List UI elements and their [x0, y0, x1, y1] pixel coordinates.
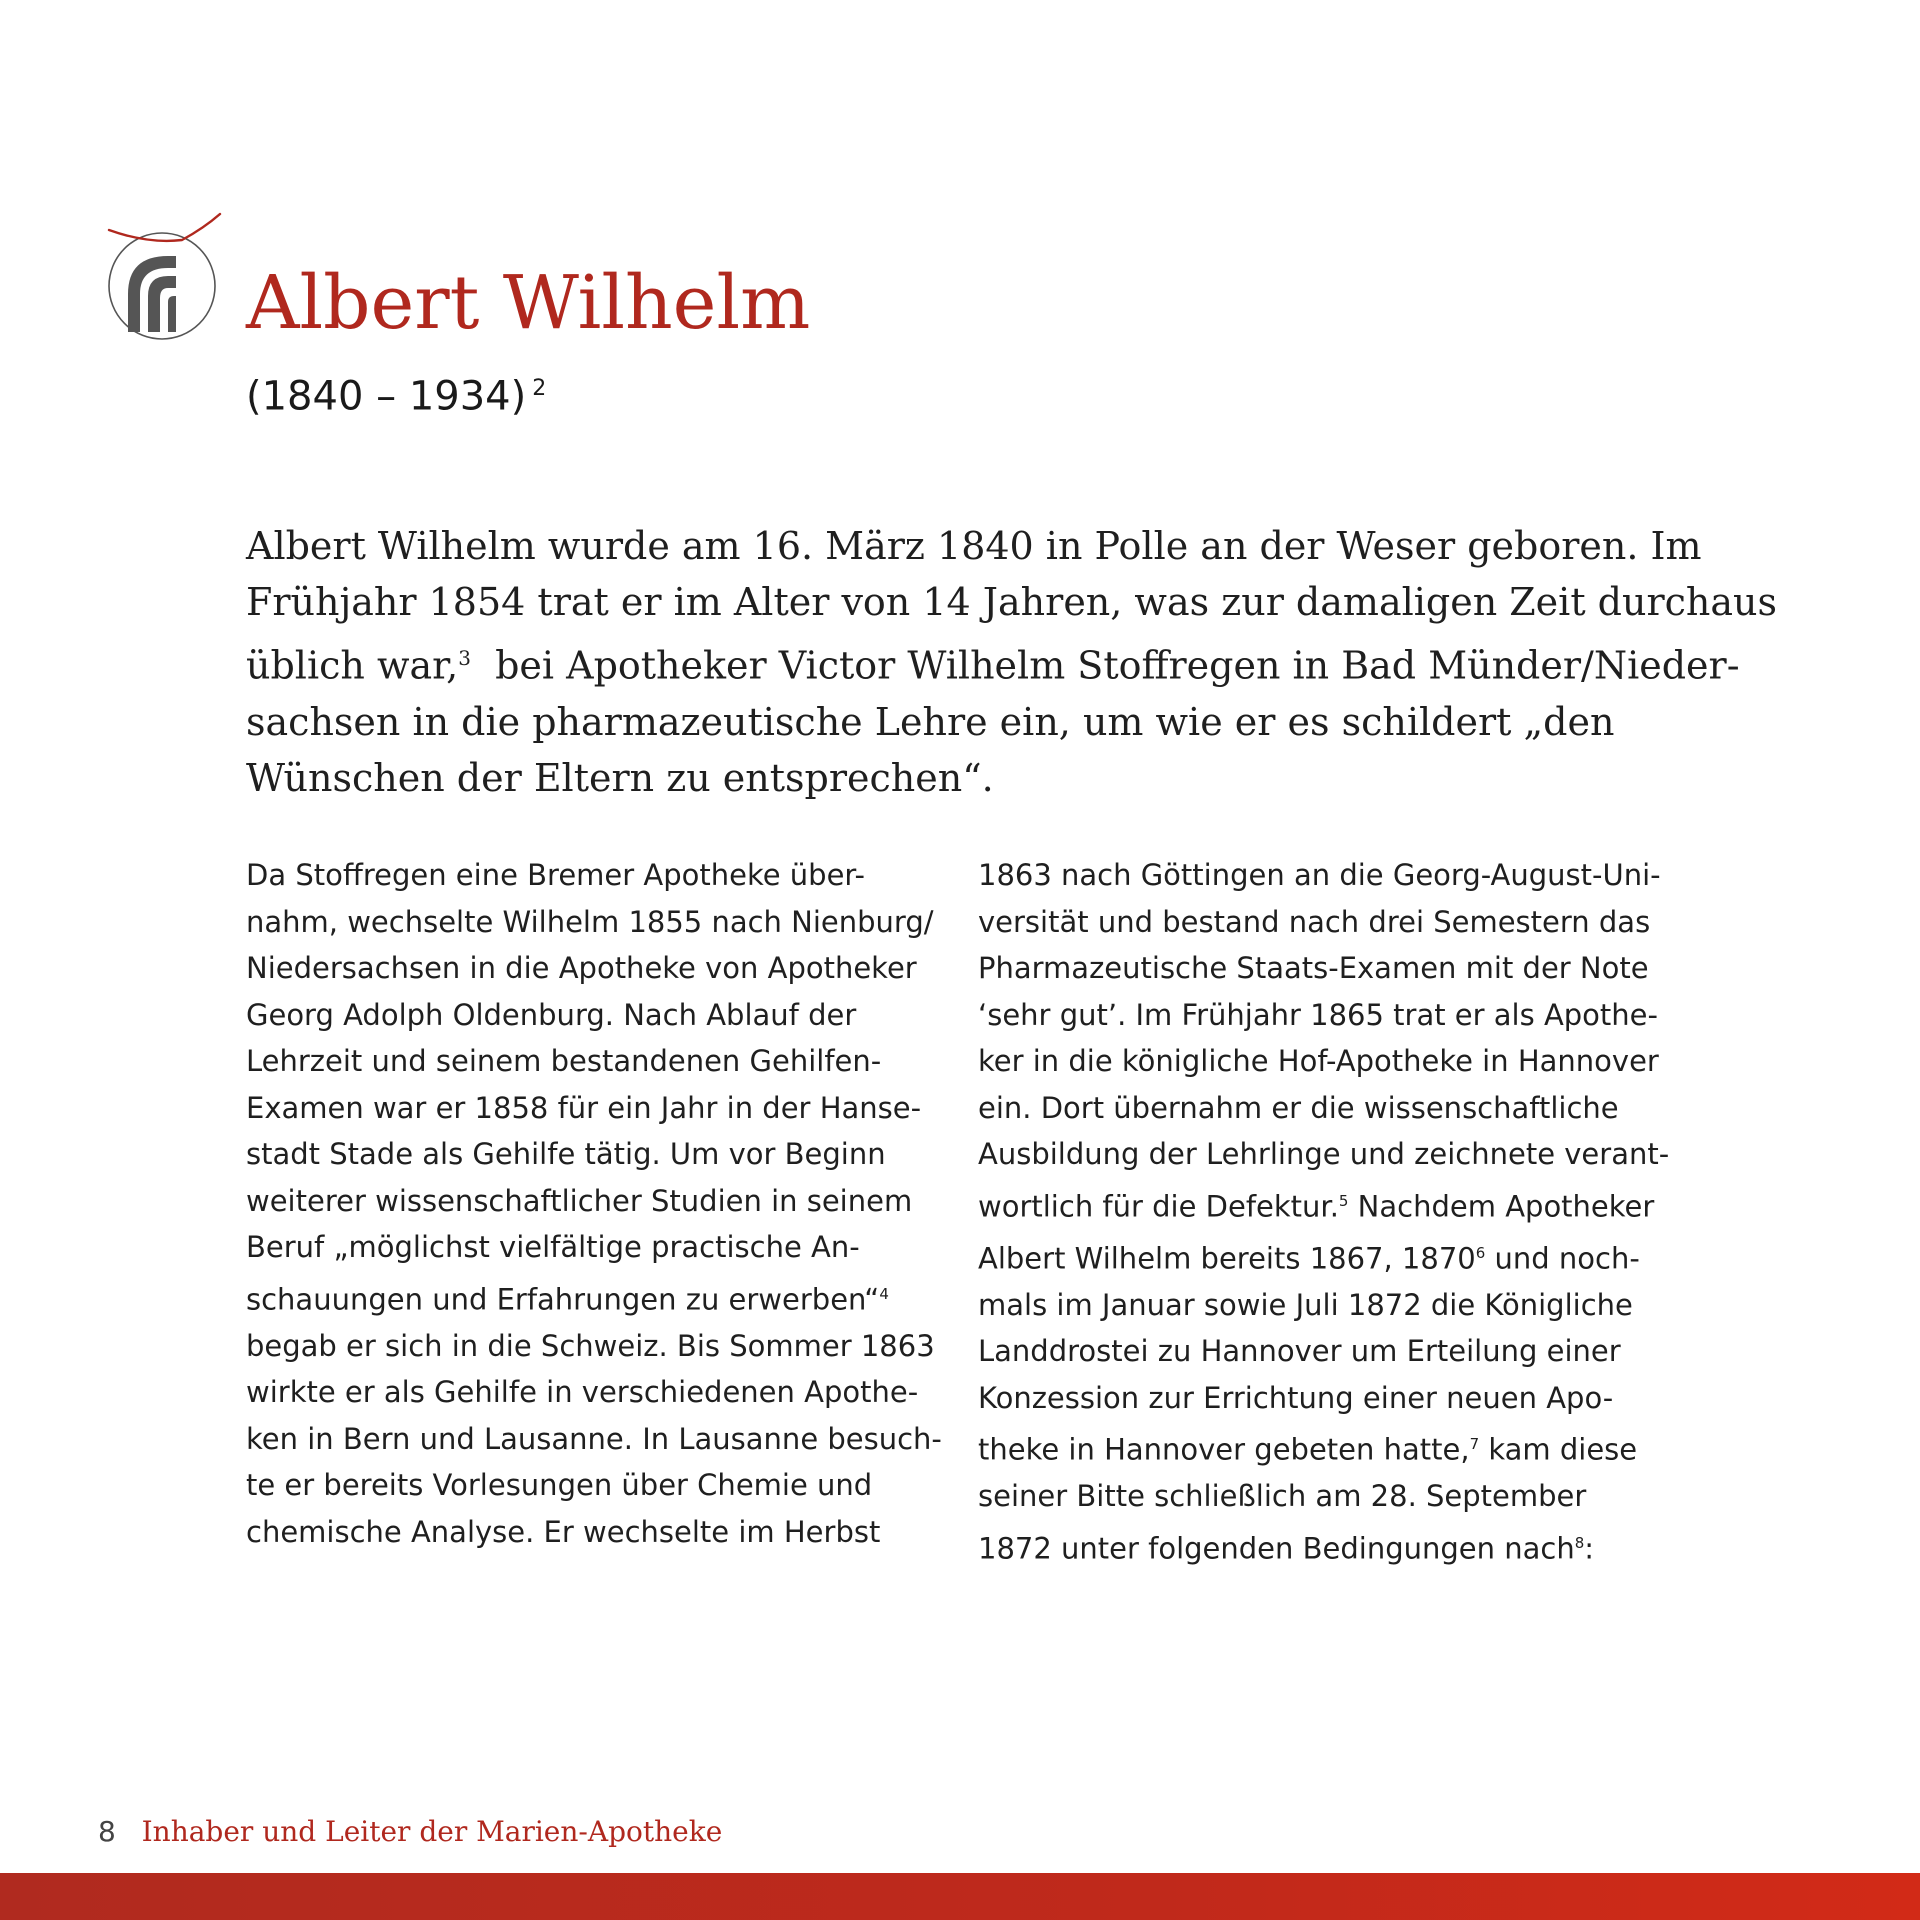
- footer-color-bar: [0, 1873, 1920, 1920]
- body-line: Georg Adolph Oldenburg. Nach Ablauf der: [246, 997, 857, 1032]
- footnote-marker: 3: [458, 646, 471, 670]
- body-line: Konzession zur Errichtung einer neuen Apo-: [978, 1380, 1614, 1415]
- footnote-marker: 2: [532, 376, 547, 401]
- intro-line-text: üblich war,: [246, 643, 459, 688]
- body-line: [978, 1230, 1678, 1282]
- body-line: mals im Januar sowie Juli 1872 die Königliche: [978, 1287, 1633, 1322]
- body-line: seiner Bitte schließlich am 28. September: [978, 1479, 1587, 1514]
- body-line: Lehrzeit und seinem bestandenen Gehilfen-: [246, 1044, 882, 1078]
- footnote-marker: 5: [1338, 1191, 1349, 1210]
- body-line: [978, 1520, 1678, 1572]
- body-line: [978, 1421, 1678, 1473]
- body-line: te er bereits Vorlesungen über Chemie und: [246, 1468, 873, 1503]
- body-line: stadt Stade als Gehilfe tätig. Um vor Beginn: [246, 1137, 886, 1171]
- body-line: Pharmazeutische Staats-Examen mit der Note: [978, 951, 1649, 985]
- page-footer: [98, 1812, 722, 1852]
- body-line-text: :: [1584, 1531, 1595, 1566]
- intro-line-text: bei Apotheker Victor Wilhelm Stoffregen in Bad Münder/Nieder-: [470, 643, 1740, 688]
- running-head: Inhaber und Leiter der Marien-Apotheke: [141, 1815, 723, 1848]
- body-line-text: Nachdem Apotheker: [1348, 1189, 1655, 1224]
- body-line: Examen war er 1858 für ein Jahr in der Hanse-: [246, 1090, 922, 1125]
- body-line: weiterer wissenschaftlicher Studien in seinem: [246, 1183, 913, 1218]
- intro-line: Wünschen der Eltern zu entsprechen“.: [246, 755, 994, 800]
- apotheke-logo-icon: [104, 210, 224, 340]
- body-line: wirkte er als Gehilfe in verschiedenen Apothe-: [246, 1375, 919, 1410]
- body-line: Niedersachsen in die Apotheke von Apotheker: [246, 951, 917, 985]
- body-line-text: wortlich für die Defektur.: [978, 1189, 1339, 1224]
- body-line: ken in Bern und Lausanne. In Lausanne besuch-: [246, 1421, 942, 1456]
- body-line: ein. Dort übernahm er die wissenschaftliche: [978, 1090, 1619, 1125]
- body-line-text: 1872 unter folgenden Bedingungen nach: [978, 1531, 1575, 1566]
- body-line: Da Stoffregen eine Bremer Apotheke über-: [246, 858, 865, 892]
- body-line: Ausbildung der Lehrlinge und zeichnete verant-: [978, 1137, 1670, 1171]
- body-line: Landdrostei zu Hannover um Erteilung einer: [978, 1334, 1621, 1369]
- life-dates-text: (1840 – 1934): [246, 373, 527, 420]
- footnote-marker: 6: [1475, 1243, 1486, 1262]
- intro-line: Frühjahr 1854 trat er im Alter von 14 Jahren, was zur damaligen Zeit durchaus: [246, 580, 1778, 624]
- footnote-marker: 4: [879, 1284, 889, 1303]
- body-line: begab er sich in die Schweiz. Bis Sommer 1863: [246, 1328, 935, 1363]
- body-line-text: theke in Hannover gebeten hatte,: [978, 1432, 1470, 1467]
- page-title: Albert Wilhelm: [246, 260, 811, 346]
- body-line: Beruf „möglichst vielfältige practische An-: [246, 1230, 860, 1264]
- body-line: [246, 1271, 946, 1323]
- body-line: ker in die königliche Hof-Apotheke in Hannover: [978, 1044, 1659, 1078]
- body-line-text: Albert Wilhelm bereits 1867, 1870: [978, 1241, 1476, 1276]
- page-number: 8: [98, 1815, 116, 1848]
- body-line-text: kam diese: [1479, 1432, 1638, 1467]
- intro-paragraph: [246, 518, 1778, 806]
- life-dates: [246, 362, 546, 423]
- footnote-marker: 7: [1469, 1435, 1480, 1454]
- body-line: ‘sehr gut’. Im Frühjahr 1865 trat er als Apothe-: [978, 997, 1658, 1032]
- body-line: [978, 1178, 1678, 1230]
- body-line: nahm, wechselte Wilhelm 1855 nach Nienburg/: [246, 904, 934, 939]
- body-line: versität und bestand nach drei Semestern das: [978, 904, 1651, 939]
- intro-line: sachsen in die pharmazeutische Lehre ein, um wie er es schildert „den: [246, 699, 1615, 744]
- body-line-text: und noch-: [1485, 1241, 1640, 1276]
- body-line: chemische Analyse. Er wechselte im Herbst: [246, 1514, 881, 1549]
- intro-line: [246, 630, 1740, 694]
- body-column-right: [978, 852, 1678, 1572]
- footnote-marker: 8: [1574, 1533, 1585, 1552]
- body-line-text: schauungen und Erfahrungen zu erwerben“: [246, 1282, 880, 1317]
- body-line: 1863 nach Göttingen an die Georg-August-Uni-: [978, 858, 1661, 892]
- intro-line: Albert Wilhelm wurde am 16. März 1840 in Polle an der Weser geboren. Im: [246, 524, 1702, 568]
- body-column-left: [246, 852, 946, 1555]
